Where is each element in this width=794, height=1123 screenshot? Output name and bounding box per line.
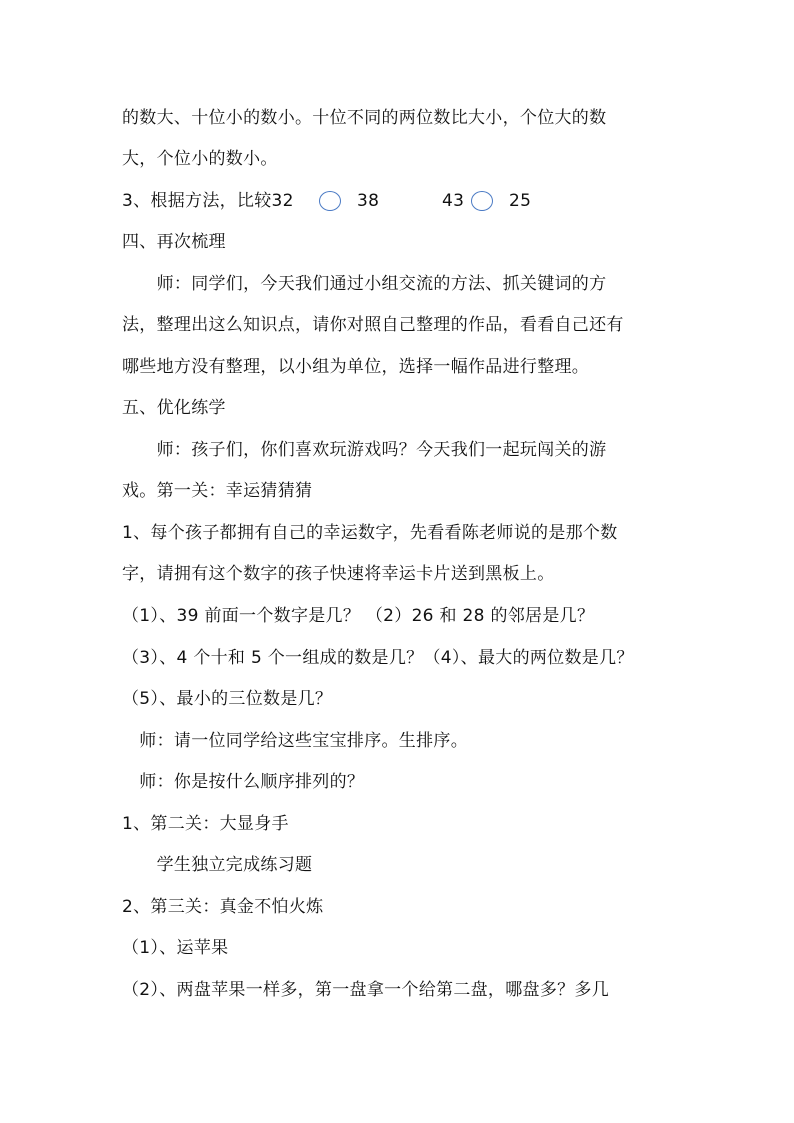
text-line: （1）、运苹果 (122, 938, 229, 958)
text-line: 学生独立完成练习题 (122, 855, 313, 875)
compare-prefix: 3、根据方法，比较32 (122, 191, 294, 211)
question-line: （5）、最小的三位数是几？ (122, 689, 333, 709)
text-line: （2）、两盘苹果一样多，第一盘拿一个给第二盘，哪盘多？多几 (122, 980, 610, 1000)
text-line: 师：孩子们，你们喜欢玩游戏吗？今天我们一起玩闯关的游 (122, 440, 607, 460)
question-line: （3）、4 个十和 5 个一组成的数是几？（4）、最大的两位数是几？ (122, 648, 634, 668)
answer-circle[interactable] (471, 191, 493, 211)
text-line: 哪些地方没有整理，以小组为单位，选择一幅作品进行整理。 (122, 357, 590, 377)
compare-value: 43 (442, 191, 465, 211)
text-line: 2、第三关：真金不怕火炼 (122, 897, 324, 917)
text-line: 字，请拥有这个数字的孩子快速将幸运卡片送到黑板上。 (122, 564, 555, 584)
text-line: 法，整理出这么知识点，请你对照自己整理的作品，看看自己还有 (122, 315, 624, 335)
section-heading: 五、优化练学 (122, 398, 226, 418)
compare-exercise (122, 190, 542, 212)
text-line: 师：同学们，今天我们通过小组交流的方法、抓关键词的方 (122, 274, 607, 294)
text-line: 大，个位小的数小。 (122, 149, 278, 169)
text-line: 1、每个孩子都拥有自己的幸运数字，先看看陈老师说的是那个数 (122, 523, 618, 543)
text-line: 戏。第一关：幸运猜猜猜 (122, 481, 313, 501)
question-line: （1）、39 前面一个数字是几？ （2）26 和 28 的邻居是几？ (122, 606, 595, 626)
compare-value: 38 (357, 191, 380, 211)
section-heading: 四、再次梳理 (122, 232, 226, 252)
text-line: 师：请一位同学给这些宝宝排序。生排序。 (122, 731, 468, 751)
compare-value: 25 (509, 191, 532, 211)
text-line: 1、第二关：大显身手 (122, 814, 289, 834)
answer-circle[interactable] (319, 191, 341, 211)
text-line: 的数大、十位小的数小。十位不同的两位数比大小，个位大的数 (122, 108, 607, 128)
text-line: 师：你是按什么顺序排列的？ (122, 772, 365, 792)
